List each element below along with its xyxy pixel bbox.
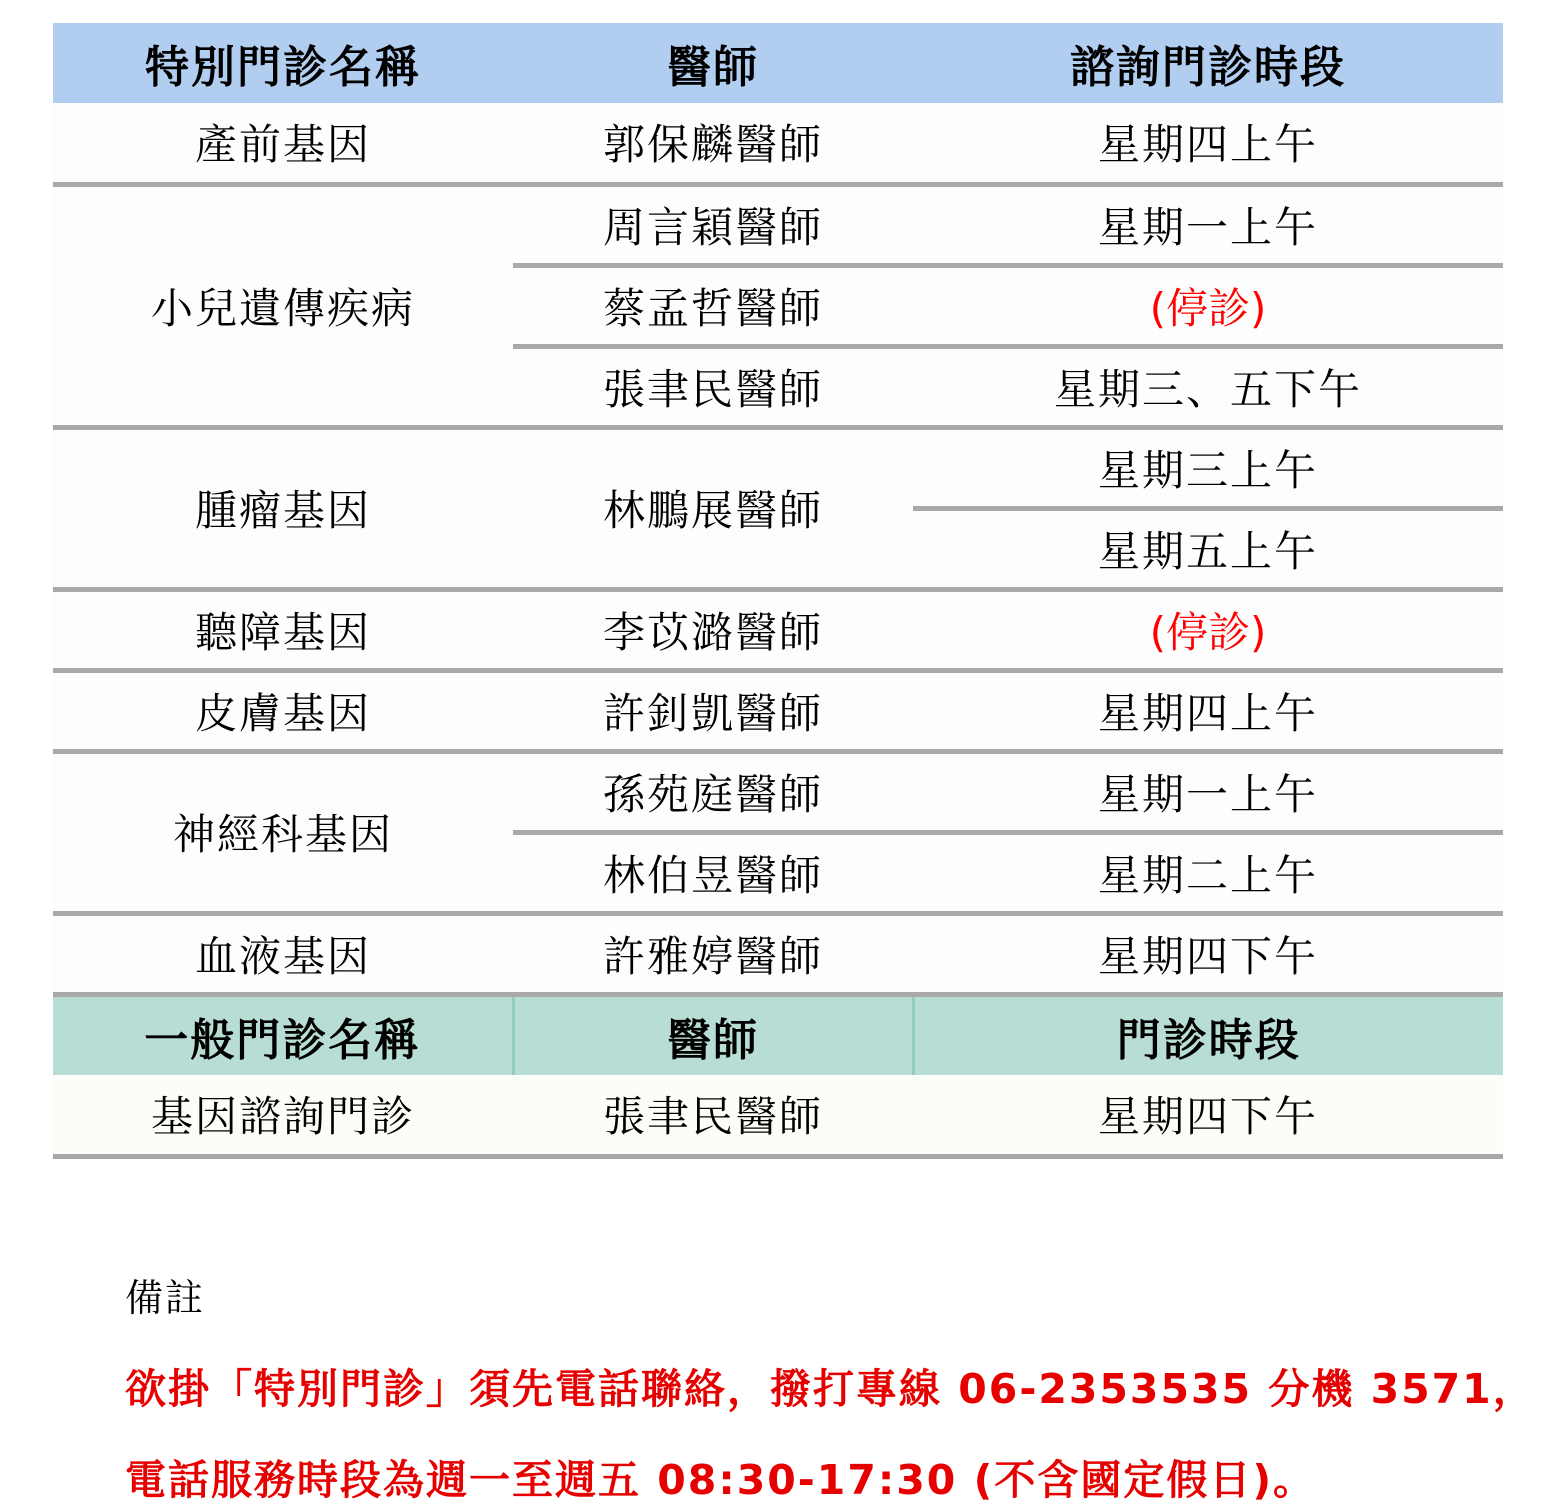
general-header-time: 門診時段 bbox=[913, 994, 1503, 1075]
time-cell: 星期三上午 bbox=[913, 427, 1503, 508]
table-row-prenatal bbox=[53, 103, 1503, 184]
clinic-cell: 小兒遺傳疾病 bbox=[53, 184, 513, 427]
notes-label: 備註 bbox=[125, 1275, 206, 1320]
time-cell-suspended: (停診) bbox=[913, 589, 1503, 670]
time-cell: 星期四下午 bbox=[913, 913, 1503, 994]
time-cell: 星期四上午 bbox=[913, 103, 1503, 184]
notes-phone-line: 欲掛「特別門診」須先電話聯絡，撥打專線 06-2353535 分機 3571， bbox=[125, 1364, 1536, 1413]
clinic-cell: 神經科基因 bbox=[53, 751, 513, 913]
clinic-cell: 基因諮詢門診 bbox=[53, 1075, 513, 1156]
special-header-time: 諮詢門診時段 bbox=[913, 23, 1503, 103]
clinic-cell: 腫瘤基因 bbox=[53, 427, 513, 589]
doctor-cell: 林伯昱醫師 bbox=[513, 832, 913, 913]
table-row-genetic-counseling bbox=[53, 1075, 1503, 1156]
clinic-cell: 血液基因 bbox=[53, 913, 513, 994]
time-cell: 星期三、五下午 bbox=[913, 346, 1503, 427]
general-header-clinic: 一般門診名稱 bbox=[53, 994, 513, 1075]
table-row-pediatric-1 bbox=[53, 184, 1503, 265]
doctor-cell: 蔡孟哲醫師 bbox=[513, 265, 913, 346]
doctor-cell: 李苡潞醫師 bbox=[513, 589, 913, 670]
notes-section bbox=[125, 1267, 1557, 1504]
table-row-hearing bbox=[53, 589, 1503, 670]
table-row-dermatology bbox=[53, 670, 1503, 751]
table-row-oncology-1 bbox=[53, 427, 1503, 508]
time-cell: 星期四下午 bbox=[913, 1075, 1503, 1156]
time-cell: 星期一上午 bbox=[913, 751, 1503, 832]
special-header-doctor: 醫師 bbox=[513, 23, 913, 103]
time-cell: 星期五上午 bbox=[913, 508, 1503, 589]
time-cell-suspended: (停診) bbox=[913, 265, 1503, 346]
doctor-cell: 許雅婷醫師 bbox=[513, 913, 913, 994]
clinic-schedule-table bbox=[53, 23, 1503, 1159]
doctor-cell: 郭保麟醫師 bbox=[513, 103, 913, 184]
general-header-row bbox=[53, 994, 1503, 1075]
doctor-cell: 林鵬展醫師 bbox=[513, 427, 913, 589]
general-header-doctor: 醫師 bbox=[513, 994, 913, 1075]
table-row-neurology-1 bbox=[53, 751, 1503, 832]
doctor-cell: 周言穎醫師 bbox=[513, 184, 913, 265]
doctor-cell: 張聿民醫師 bbox=[513, 1075, 913, 1156]
time-cell: 星期一上午 bbox=[913, 184, 1503, 265]
clinic-cell: 皮膚基因 bbox=[53, 670, 513, 751]
clinic-cell: 產前基因 bbox=[53, 103, 513, 184]
special-header-row bbox=[53, 23, 1503, 103]
clinic-cell: 聽障基因 bbox=[53, 589, 513, 670]
doctor-cell: 許釗凱醫師 bbox=[513, 670, 913, 751]
special-header-clinic: 特別門診名稱 bbox=[53, 23, 513, 103]
notes-hours-line: 電話服務時段為週一至週五 08:30-17:30 (不含國定假日)。 bbox=[125, 1455, 1317, 1504]
time-cell: 星期四上午 bbox=[913, 670, 1503, 751]
doctor-cell: 張聿民醫師 bbox=[513, 346, 913, 427]
doctor-cell: 孫苑庭醫師 bbox=[513, 751, 913, 832]
time-cell: 星期二上午 bbox=[913, 832, 1503, 913]
table-row-hematology bbox=[53, 913, 1503, 994]
